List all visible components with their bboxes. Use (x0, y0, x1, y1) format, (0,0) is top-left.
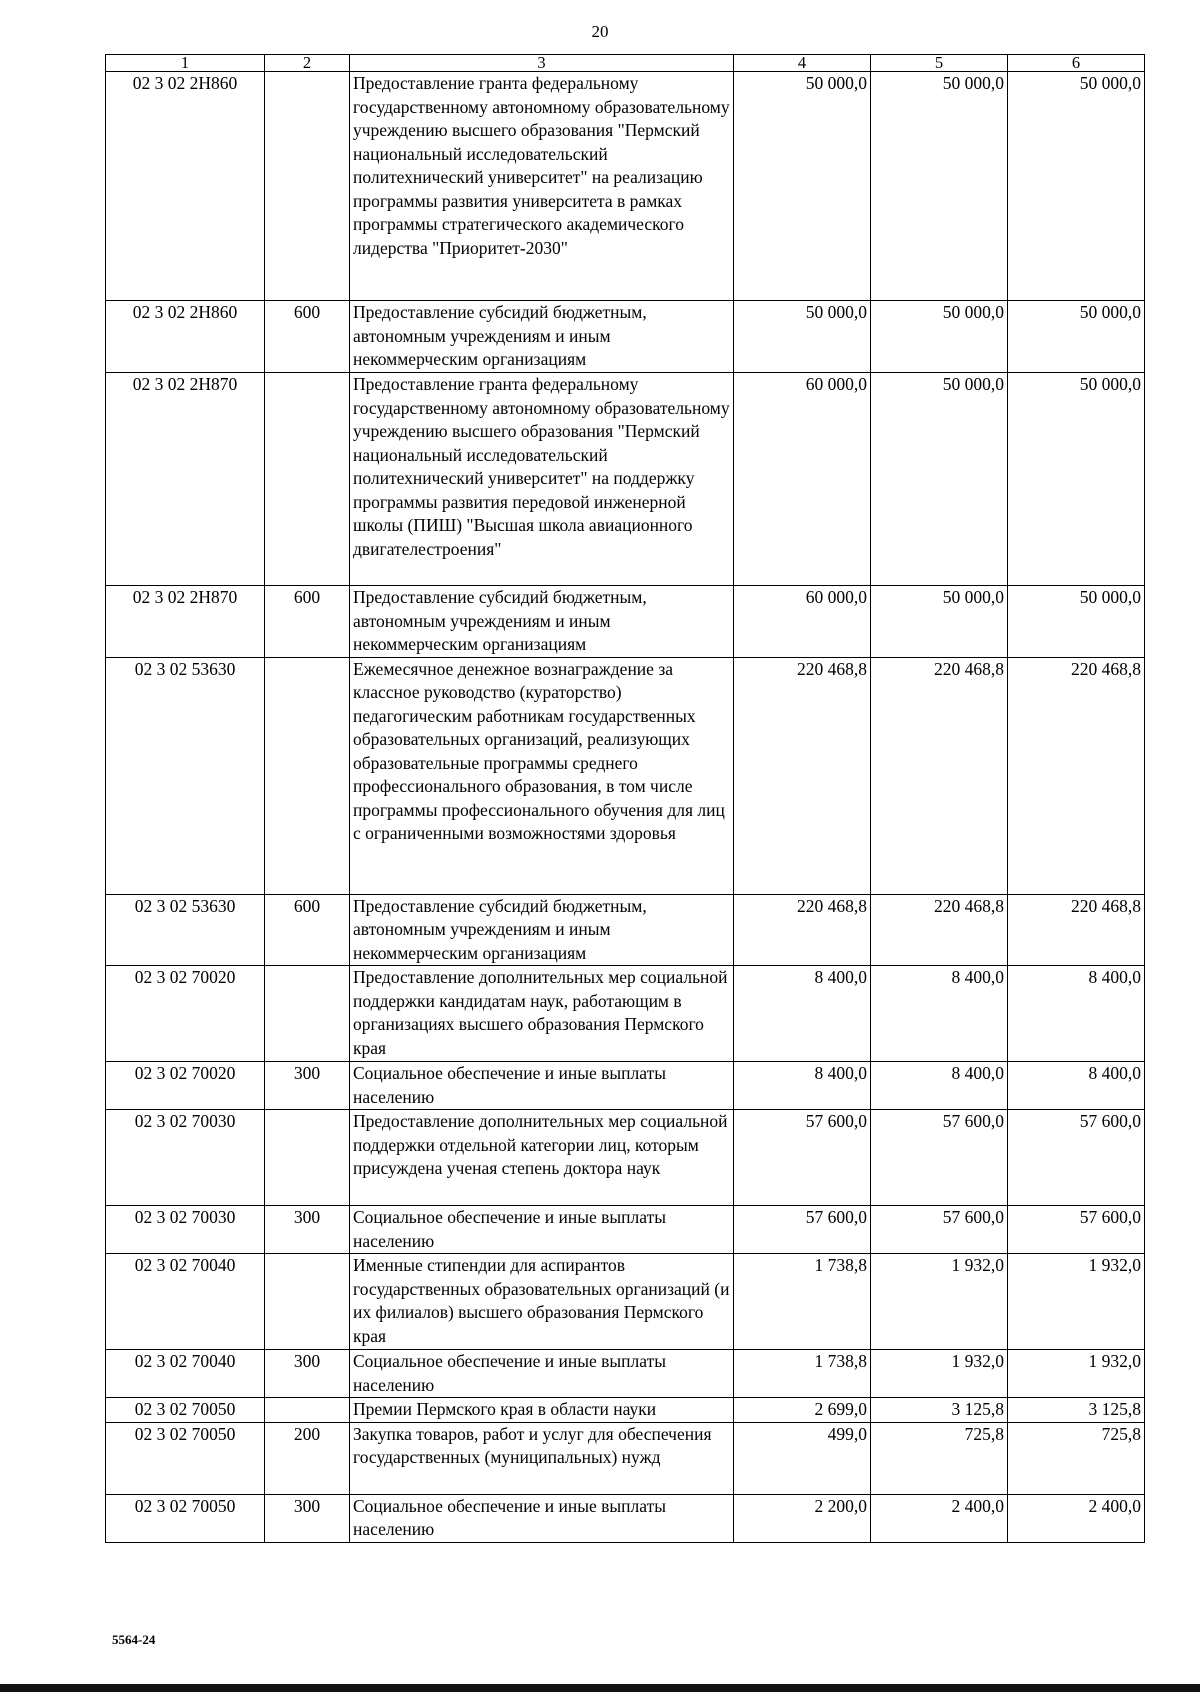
cell-code: 02 3 02 70050 (106, 1494, 265, 1542)
cell-value-6: 57 600,0 (1008, 1110, 1145, 1206)
table-row (106, 301, 1145, 373)
cell-value-4: 57 600,0 (734, 1110, 871, 1206)
cell-value-4: 1 738,8 (734, 1350, 871, 1398)
cell-value-4: 8 400,0 (734, 966, 871, 1062)
cell-code: 02 3 02 70050 (106, 1398, 265, 1423)
cell-value-6: 3 125,8 (1008, 1398, 1145, 1423)
cell-value-6: 50 000,0 (1008, 586, 1145, 658)
cell-code: 02 3 02 2Н860 (106, 72, 265, 301)
cell-value-4: 2 200,0 (734, 1494, 871, 1542)
cell-code: 02 3 02 70020 (106, 966, 265, 1062)
cell-description: Предоставление гранта федеральному государственному автономному образовательному учреждению высшего образования "Пермский национальный исследовательский политехнический университет" на поддержку программы развития передовой инженерной школы (ПИШ) "Высшая школа авиационного двигателестроения" (350, 373, 734, 586)
cell-value-6: 57 600,0 (1008, 1206, 1145, 1254)
table-row (106, 1110, 1145, 1206)
cell-type (265, 657, 350, 894)
cell-type (265, 1254, 350, 1350)
cell-description: Социальное обеспечение и иные выплаты населению (350, 1494, 734, 1542)
cell-type (265, 1398, 350, 1423)
cell-type (265, 72, 350, 301)
table-row (106, 586, 1145, 658)
cell-type: 200 (265, 1422, 350, 1494)
cell-type: 300 (265, 1062, 350, 1110)
cell-value-6: 1 932,0 (1008, 1350, 1145, 1398)
cell-value-5: 220 468,8 (871, 657, 1008, 894)
cell-description: Социальное обеспечение и иные выплаты населению (350, 1350, 734, 1398)
cell-value-5: 50 000,0 (871, 586, 1008, 658)
cell-value-4: 2 699,0 (734, 1398, 871, 1423)
cell-code: 02 3 02 70040 (106, 1254, 265, 1350)
cell-code: 02 3 02 2Н860 (106, 301, 265, 373)
cell-code: 02 3 02 70020 (106, 1062, 265, 1110)
cell-value-6: 8 400,0 (1008, 1062, 1145, 1110)
cell-description: Предоставление гранта федеральному государственному автономному образовательному учреждению высшего образования "Пермский национальный исследовательский политехнический университет" на реализацию программы развития университета в рамках программы стратегического академического лидерства "Приоритет-2030" (350, 72, 734, 301)
scan-edge (0, 1684, 1200, 1692)
cell-description: Предоставление субсидий бюджетным, автономным учреждениям и иным некоммерческим организациям (350, 301, 734, 373)
table-row (106, 373, 1145, 586)
table-row (106, 657, 1145, 894)
cell-value-6: 220 468,8 (1008, 894, 1145, 966)
cell-value-4: 57 600,0 (734, 1206, 871, 1254)
cell-value-4: 220 468,8 (734, 657, 871, 894)
cell-value-6: 725,8 (1008, 1422, 1145, 1494)
cell-description: Предоставление субсидий бюджетным, автономным учреждениям и иным некоммерческим организациям (350, 586, 734, 658)
cell-type: 600 (265, 301, 350, 373)
cell-description: Предоставление субсидий бюджетным, автономным учреждениям и иным некоммерческим организациям (350, 894, 734, 966)
cell-value-6: 1 932,0 (1008, 1254, 1145, 1350)
cell-description: Социальное обеспечение и иные выплаты населению (350, 1062, 734, 1110)
cell-value-4: 50 000,0 (734, 301, 871, 373)
cell-value-4: 220 468,8 (734, 894, 871, 966)
cell-description: Ежемесячное денежное вознаграждение за классное руководство (кураторство) педагогическим работникам государственных образовательных организаций, реализующих образовательные программы среднего профессионального образования, в том числе программы профессионального обучения для лиц с ограниченными возможностями здоровья (350, 657, 734, 894)
cell-code: 02 3 02 70050 (106, 1422, 265, 1494)
header-col-5: 5 (871, 55, 1008, 72)
cell-value-4: 50 000,0 (734, 72, 871, 301)
page-number: 20 (591, 22, 609, 41)
cell-type: 600 (265, 586, 350, 658)
cell-description: Премии Пермского края в области науки (350, 1398, 734, 1423)
cell-description: Закупка товаров, работ и услуг для обеспечения государственных (муниципальных) нужд (350, 1422, 734, 1494)
cell-value-5: 8 400,0 (871, 1062, 1008, 1110)
table-row (106, 1062, 1145, 1110)
cell-code: 02 3 02 53630 (106, 657, 265, 894)
cell-value-6: 8 400,0 (1008, 966, 1145, 1062)
cell-value-4: 8 400,0 (734, 1062, 871, 1110)
cell-description: Именные стипендии для аспирантов государственных образовательных организаций (и их филиалов) высшего образования Пермского края (350, 1254, 734, 1350)
cell-code: 02 3 02 2Н870 (106, 373, 265, 586)
cell-value-6: 2 400,0 (1008, 1494, 1145, 1542)
header-col-4: 4 (734, 55, 871, 72)
cell-value-4: 60 000,0 (734, 586, 871, 658)
header-col-2: 2 (265, 55, 350, 72)
cell-value-6: 220 468,8 (1008, 657, 1145, 894)
cell-type: 300 (265, 1206, 350, 1254)
cell-value-5: 3 125,8 (871, 1398, 1008, 1423)
cell-code: 02 3 02 2Н870 (106, 586, 265, 658)
cell-code: 02 3 02 70040 (106, 1350, 265, 1398)
cell-description: Предоставление дополнительных мер социальной поддержки отдельной категории лиц, которым присуждена ученая степень доктора наук (350, 1110, 734, 1206)
table-row (106, 1494, 1145, 1542)
cell-code: 02 3 02 70030 (106, 1206, 265, 1254)
header-col-1: 1 (106, 55, 265, 72)
cell-value-5: 50 000,0 (871, 301, 1008, 373)
cell-value-4: 1 738,8 (734, 1254, 871, 1350)
cell-value-5: 1 932,0 (871, 1350, 1008, 1398)
table-row (106, 72, 1145, 301)
cell-value-5: 1 932,0 (871, 1254, 1008, 1350)
cell-description: Предоставление дополнительных мер социальной поддержки кандидатам наук, работающим в организациях высшего образования Пермского края (350, 966, 734, 1062)
cell-type (265, 373, 350, 586)
cell-type: 300 (265, 1494, 350, 1542)
cell-value-6: 50 000,0 (1008, 301, 1145, 373)
cell-type: 300 (265, 1350, 350, 1398)
budget-table (105, 54, 1145, 1543)
cell-value-5: 57 600,0 (871, 1206, 1008, 1254)
table-row (106, 894, 1145, 966)
table-row (106, 1206, 1145, 1254)
header-row (106, 55, 1145, 72)
header-col-6: 6 (1008, 55, 1145, 72)
cell-type (265, 1110, 350, 1206)
cell-type: 600 (265, 894, 350, 966)
header-col-3: 3 (350, 55, 734, 72)
cell-value-4: 499,0 (734, 1422, 871, 1494)
cell-value-6: 50 000,0 (1008, 72, 1145, 301)
cell-value-5: 8 400,0 (871, 966, 1008, 1062)
cell-code: 02 3 02 53630 (106, 894, 265, 966)
cell-value-5: 50 000,0 (871, 72, 1008, 301)
cell-value-5: 725,8 (871, 1422, 1008, 1494)
cell-value-5: 57 600,0 (871, 1110, 1008, 1206)
cell-type (265, 966, 350, 1062)
cell-code: 02 3 02 70030 (106, 1110, 265, 1206)
table-row (106, 1398, 1145, 1423)
cell-value-4: 60 000,0 (734, 373, 871, 586)
table-row (106, 1350, 1145, 1398)
cell-value-5: 2 400,0 (871, 1494, 1008, 1542)
document-code: 5564-24 (112, 1632, 156, 1647)
table-row (106, 1422, 1145, 1494)
cell-value-5: 50 000,0 (871, 373, 1008, 586)
cell-description: Социальное обеспечение и иные выплаты населению (350, 1206, 734, 1254)
cell-value-6: 50 000,0 (1008, 373, 1145, 586)
cell-value-5: 220 468,8 (871, 894, 1008, 966)
table-row (106, 1254, 1145, 1350)
table-row (106, 966, 1145, 1062)
